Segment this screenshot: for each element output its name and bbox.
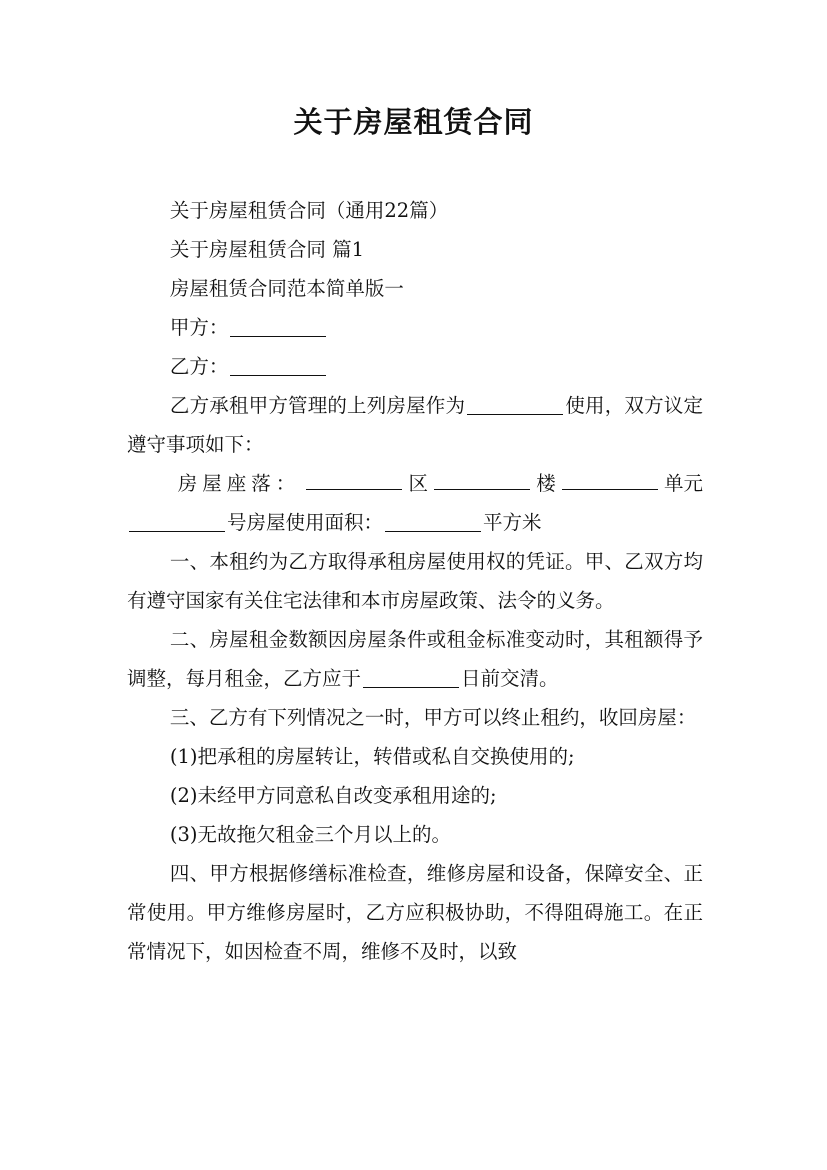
party-a-blank: [230, 317, 326, 338]
district-label: 区: [408, 472, 428, 495]
clause-3: 三、乙方有下列情况之一时，甲方可以终止租约，收回房屋：: [169, 706, 697, 729]
clause-2-text-a: 二、房屋租金数额因房屋条件或租金标准变动时，其租额得予调整，每月租金，乙方应于: [127, 628, 703, 690]
building-label: 楼: [536, 472, 556, 495]
document-title: 关于房屋租赁合同: [293, 105, 534, 139]
building-blank: [434, 470, 530, 491]
part-line: 关于房屋租赁合同 篇1: [169, 238, 364, 261]
heading-line: 关于房屋租赁合同（通用22篇）: [169, 199, 449, 222]
party-a-label: 甲方：: [169, 316, 229, 339]
clause-1: 一、本租约为乙方取得承租房屋使用权的凭证。甲、乙双方均有遵守国家有关住宅法律和本市房屋政策、法令的义务。: [127, 550, 703, 612]
subtitle-line: 房屋租赁合同范本简单版一: [169, 277, 404, 300]
room-blank: [129, 512, 225, 533]
unit-blank: [562, 470, 658, 491]
intro-paragraph: [127, 386, 703, 464]
room-line: [127, 503, 703, 542]
clause-4: 四、甲方根据修缮标准检查，维修房屋和设备，保障安全、正常使用。甲方维修房屋时，乙方应积极协助，不得阻碍施工。在正常情况下，如因检查不周，维修不及时，以致: [127, 862, 703, 963]
unit-label: 单元: [663, 472, 703, 495]
clause-3-item-2: (2)未经甲方同意私自改变承租用途的;: [169, 784, 497, 807]
area-unit-label: 平方米: [483, 511, 542, 534]
document-body: [127, 191, 703, 971]
clause-2-text-b: 日前交清。: [461, 667, 559, 690]
clause-3-item-1: (1)把承租的房屋转让，转借或私自交换使用的;: [169, 745, 575, 768]
rent-date-blank: [363, 668, 459, 689]
intro-text-b: 使用，双方议定遵守事项如下：: [127, 394, 703, 456]
clause-2: [127, 620, 703, 698]
party-b-line: [127, 347, 703, 386]
location-label: 房屋座落：: [177, 472, 301, 495]
party-a-line: [127, 308, 703, 347]
area-blank: [385, 512, 481, 533]
location-row: [127, 464, 703, 503]
intro-text-a: 乙方承租甲方管理的上列房屋作为: [169, 394, 466, 417]
clause-3-item-3: (3)无故拖欠租金三个月以上的。: [169, 823, 452, 846]
district-blank: [306, 470, 402, 491]
party-b-blank: [230, 356, 326, 377]
usage-blank: [467, 395, 563, 416]
room-label: 号房屋使用面积：: [227, 511, 384, 534]
party-b-label: 乙方：: [169, 355, 229, 378]
